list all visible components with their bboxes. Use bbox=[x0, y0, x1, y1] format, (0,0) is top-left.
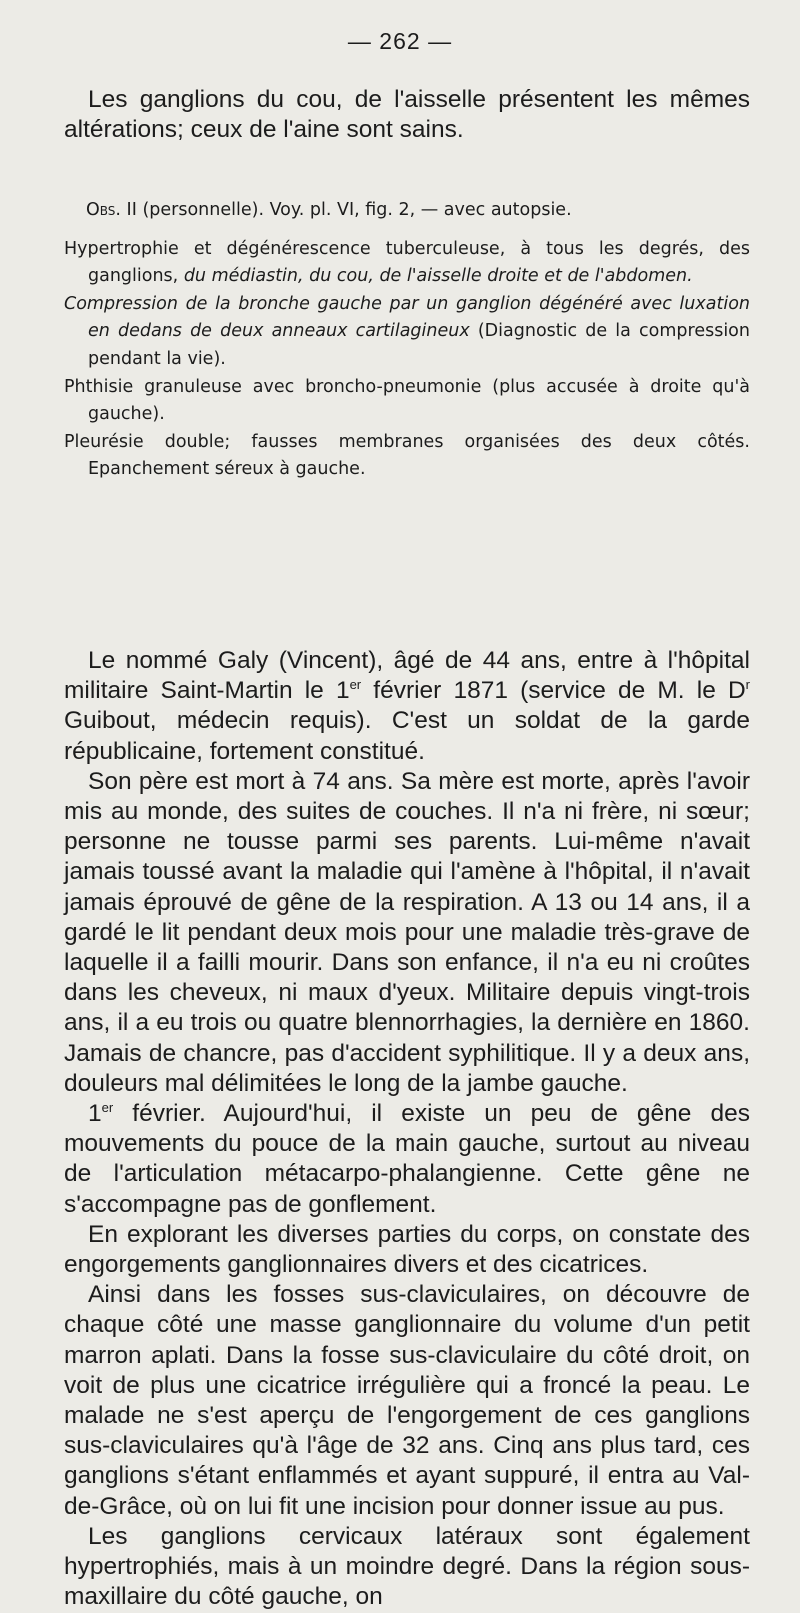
summary-italic-text: du médiastin, du cou, de l'aisselle droite et de l'abdomen. bbox=[183, 266, 693, 287]
superscript: r bbox=[745, 677, 750, 693]
summary-text: Hypertrophie et dégénérescence tuberculeuse, à tous les degrés, des ganglions, bbox=[64, 238, 750, 287]
observation-heading-rest: (personnelle). Voy. pl. VI, fig. 2, — avec autopsie. bbox=[142, 200, 572, 220]
narrative-paragraph: En explorant les diverses parties du corps, on constate des engorgements ganglionnaires divers et des cicatrices. bbox=[64, 1220, 750, 1279]
narrative-paragraph bbox=[64, 646, 750, 767]
observation-summary bbox=[64, 197, 750, 484]
summary-item: Pleurésie double; fausses membranes organisées des deux côtés. Epanchement séreux à gauche. bbox=[64, 431, 750, 480]
page-number: — 262 — bbox=[347, 28, 453, 54]
summary-text: (Diagnostic de la compression pendant la vie). bbox=[88, 321, 750, 369]
narrative-paragraph bbox=[64, 1099, 750, 1220]
summary-item bbox=[64, 236, 750, 291]
observation-label: Obs. II bbox=[86, 200, 137, 220]
summary-italic-text: Compression de la bronche gauche par un ganglion dégénéré avec luxation en dedans de deux anneaux cartilagineux bbox=[64, 293, 750, 342]
narrative-paragraph: Son père est mort à 74 ans. Sa mère est morte, après l'avoir mis au monde, des suites de couches. Il n'a ni frère, ni sœur; personne ne tousse parmi ses parents. Lui-même n'avait jamais toussé avant la maladie qui l'amène à l'hôpital, il n'avait jamais éprouvé de gêne de la respiration. A 13 ou 14 ans, il a gardé le lit pendant deux mois pour une maladie très-grave de laquelle il a failli mourir. Dans son enfance, il n'a eu ni croûtes dans les cheveux, ni maux d'yeux. Militaire depuis vingt-trois ans, il a eu trois ou quatre blennorrhagies, la dernière en 1860. Jamais de chancre, pas d'accident syphilitique. Il y a deux ans, douleurs mal délimitées le long de la jambe gauche. bbox=[64, 767, 750, 1097]
narrative-text: février. Aujourd'hui, il existe un peu de gêne des mouvements du pouce de la main gauche, surtout au niveau de l'articulation métacarpo-phalangienne. Cette gêne ne s'accompagne pas de gonflement. bbox=[64, 1100, 750, 1218]
narrative-paragraph: Les ganglions cervicaux latéraux sont également hypertrophiés, mais à un moindre degré. Dans la région sous-maxillaire du côté gauche, on bbox=[64, 1522, 750, 1611]
summary-item: Phthisie granuleuse avec broncho-pneumonie (plus accusée à droite qu'à gauche). bbox=[64, 376, 750, 425]
observation-heading bbox=[64, 197, 750, 225]
summary-item bbox=[64, 291, 750, 374]
narrative-text: Le nommé Galy (Vincent), âgé de 44 ans, entre à l'hôpital militaire Saint-Martin le 1 bbox=[64, 647, 750, 705]
superscript: er bbox=[101, 1100, 114, 1116]
case-narrative bbox=[64, 646, 750, 1613]
superscript: er bbox=[349, 677, 362, 693]
narrative-text: 1 bbox=[88, 1100, 102, 1128]
intro-paragraph: Les ganglions du cou, de l'aisselle présentent les mêmes altérations; ceux de l'aine sont sains. bbox=[64, 86, 750, 144]
narrative-paragraph: Ainsi dans les fosses sus-claviculaires, on découvre de chaque côté une masse ganglionnaire du volume d'un petit marron aplati. Dans la fosse sus-claviculaire du côté droit, on voit de plus une cicatrice irrégulière qui a froncé la peau. Le malade ne s'est aperçu de l'engorgement de ces ganglions sus-claviculaires qu'à l'âge de 32 ans. Cinq ans plus tard, ces ganglions s'étant enflammés et ayant suppuré, il entra au Val-de-Grâce, où on lui fit une incision pour donner issue au pus. bbox=[64, 1281, 750, 1520]
narrative-text: Guibout, médecin requis). C'est un soldat de la garde républicaine, fortement constitué. bbox=[64, 707, 750, 765]
narrative-text: février 1871 (service de M. le D bbox=[361, 677, 746, 705]
